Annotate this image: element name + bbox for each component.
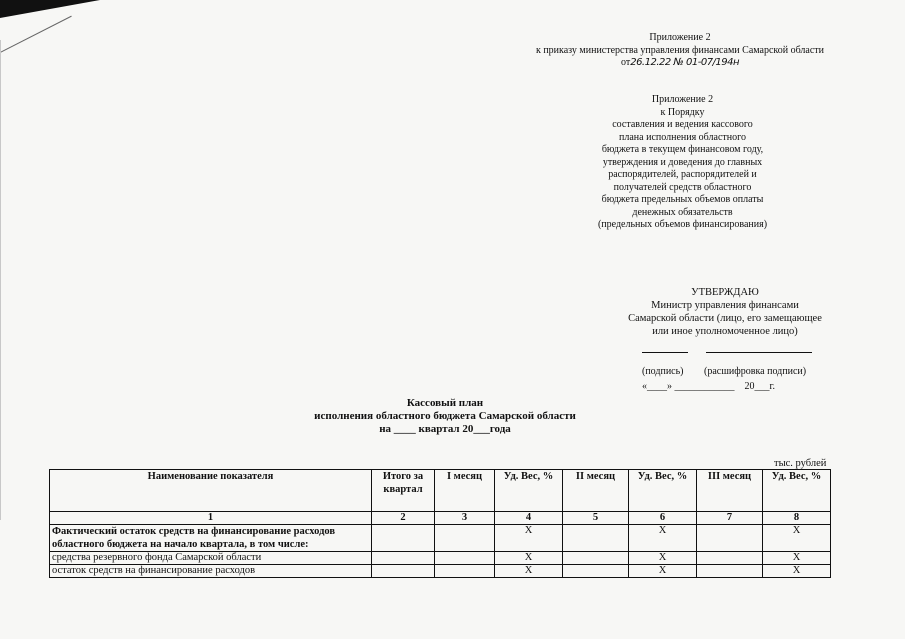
procedure-line: составления и ведения кассового (612, 119, 753, 130)
scan-fold-line (0, 16, 72, 53)
signature-decode-line (706, 352, 812, 353)
cell-share-2: Х (629, 565, 697, 578)
scan-corner-shadow (0, 0, 100, 18)
column-number: 8 (763, 512, 831, 525)
procedure-line: распорядителей, распорядителей и (608, 169, 757, 180)
column-number: 4 (495, 512, 563, 525)
appendix-order-line1: Приложение 2 (649, 32, 711, 43)
column-numbers-row (50, 512, 831, 525)
handwritten-order-number: 26.12.22 № 01-07/194н (630, 57, 740, 68)
row-name: средства резервного фонда Самарской области (50, 552, 372, 565)
cell-month-2 (563, 565, 629, 578)
header-share-1: Уд. Вес, % (495, 470, 563, 512)
column-number: 3 (435, 512, 495, 525)
header-month-3: III месяц (697, 470, 763, 512)
appendix-order-date-prefix: от (620, 57, 631, 68)
procedure-line: бюджета в текущем финансовом году, (601, 144, 764, 155)
cell-share-3: Х (763, 552, 831, 565)
title-line1: Кассовый план (406, 397, 484, 409)
header-month-2: II месяц (563, 470, 629, 512)
table-row (50, 525, 831, 552)
procedure-line: Приложение 2 (651, 94, 714, 105)
units-label: тыс. рублей (774, 458, 827, 469)
cell-month-1 (435, 525, 495, 552)
cell-total (372, 565, 435, 578)
cell-share-1: Х (495, 565, 563, 578)
header-share-2: Уд. Вес, % (629, 470, 697, 512)
cell-month-2 (563, 525, 629, 552)
procedure-line: денежных обязательств (632, 206, 733, 218)
column-number: 6 (629, 512, 697, 525)
cell-month-3 (697, 565, 763, 578)
cell-share-3: Х (763, 565, 831, 578)
cash-plan-table (49, 469, 831, 578)
approval-line: Министр управления финансами (651, 300, 799, 311)
row-name: Фактический остаток средств на финансирование расходов областного бюджета на начало квартала, в том числе: (50, 525, 372, 552)
cell-share-2: Х (629, 552, 697, 565)
appendix-order-line2: к приказу министерства управления финансами Самарской области (535, 44, 825, 56)
document-title (250, 397, 640, 436)
cell-share-1: Х (495, 552, 563, 565)
approval-block (605, 286, 845, 338)
header-month-1: I месяц (435, 470, 495, 512)
cell-month-1 (435, 552, 495, 565)
cell-total (372, 552, 435, 565)
table-row (50, 565, 831, 578)
signature-line (642, 352, 688, 353)
procedure-line: (предельных объемов финансирования) (597, 219, 768, 230)
header-indicator-name: Наименование показателя (50, 470, 372, 512)
procedure-line: бюджета предельных объемов оплаты (601, 194, 764, 205)
column-number: 5 (563, 512, 629, 525)
approval-line: или иное уполномоченное лицо) (652, 326, 798, 337)
row-name: остаток средств на финансирование расходов (50, 565, 372, 578)
column-number: 2 (372, 512, 435, 525)
table-row (50, 552, 831, 565)
title-line2: исполнения областного бюджета Самарской области (314, 410, 576, 422)
title-line3: на ____ квартал 20___года (379, 423, 511, 435)
header-total-quarter: Итого за квартал (372, 470, 435, 512)
procedure-line: плана исполнения областного (619, 131, 746, 143)
cell-month-2 (563, 552, 629, 565)
approval-heading: УТВЕРЖДАЮ (691, 287, 759, 298)
cell-month-3 (697, 525, 763, 552)
header-share-3: Уд. Вес, % (763, 470, 831, 512)
signature-label: (подпись) (642, 366, 684, 377)
column-number: 1 (50, 512, 372, 525)
procedure-line: получателей средств областного (613, 181, 752, 193)
approval-line: Самарской области (лицо, его замещающее (628, 313, 822, 324)
cell-total (372, 525, 435, 552)
scan-edge-line (0, 40, 1, 520)
cell-month-3 (697, 552, 763, 565)
signature-decode-label: (расшифровка подписи) (704, 366, 807, 377)
procedure-line: утверждения и доведения до главных (602, 156, 763, 168)
appendix-order-line3 (520, 57, 840, 70)
appendix-order-block (520, 32, 840, 70)
cell-share-2: Х (629, 525, 697, 552)
column-number: 7 (697, 512, 763, 525)
procedure-line: к Порядку (660, 106, 705, 118)
cell-share-1: Х (495, 525, 563, 552)
cell-month-1 (435, 565, 495, 578)
table-header-row (50, 470, 831, 512)
cell-share-3: Х (763, 525, 831, 552)
appendix-procedure-block (570, 94, 795, 232)
approval-date-line: «____» ____________ 20___г. (642, 381, 775, 392)
